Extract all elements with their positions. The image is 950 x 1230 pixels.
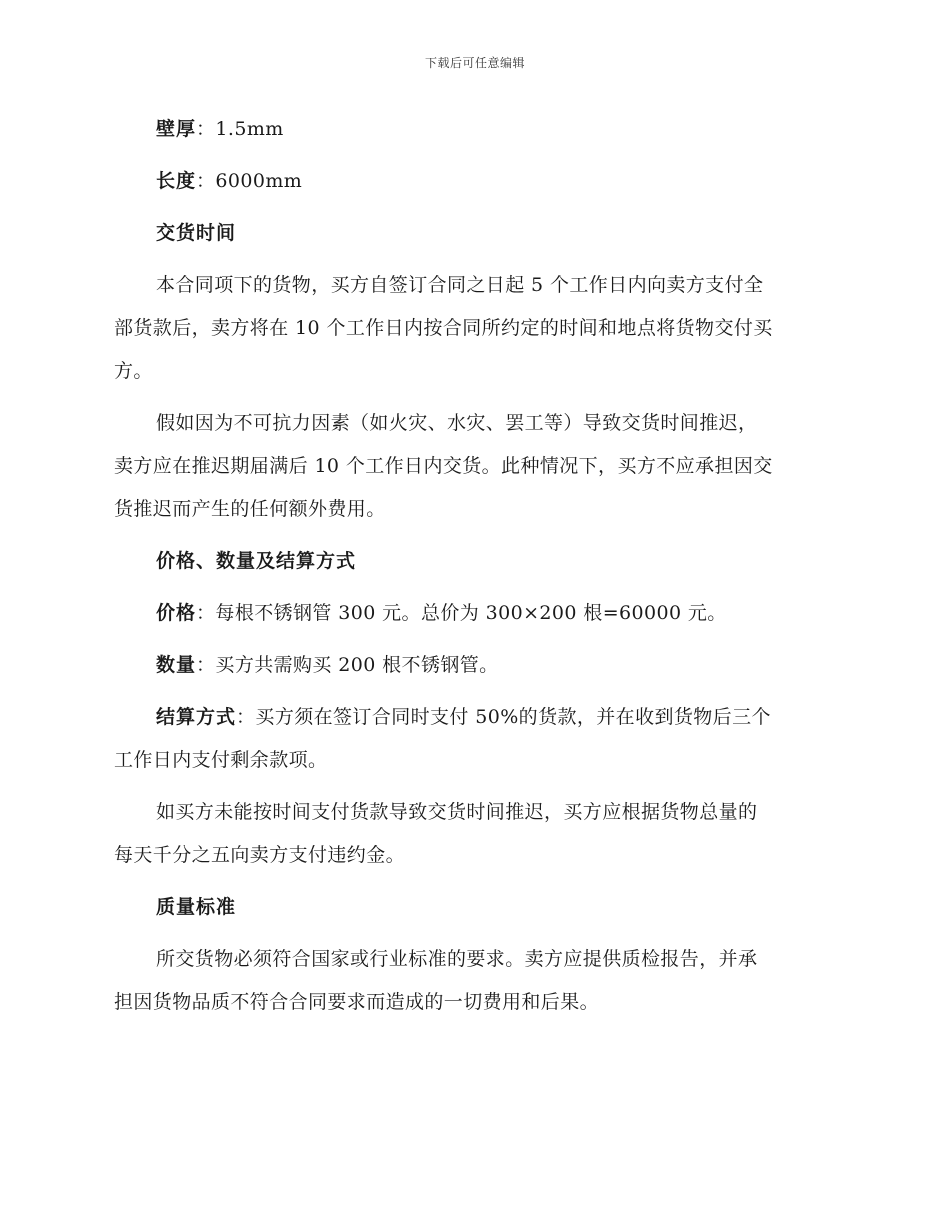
paragraph-line: 担因货物品质不符合合同要求而造成的一切费用和后果。 bbox=[114, 991, 600, 1013]
paragraph-force-majeure bbox=[114, 402, 836, 531]
spec-value: ：1.5mm bbox=[196, 118, 284, 140]
spec-value: ：6000mm bbox=[196, 170, 303, 192]
field-label: 价格 bbox=[156, 602, 197, 624]
paragraph-line bbox=[114, 696, 836, 739]
section-heading-quality: 质量标准 bbox=[156, 896, 237, 918]
section-heading-delivery: 交货时间 bbox=[156, 222, 237, 244]
paragraph-line: 假如因为不可抗力因素（如火灾、水灾、罢工等）导致交货时间推迟， bbox=[156, 412, 758, 434]
paragraph-penalty bbox=[114, 791, 836, 877]
paragraph-line: 每天千分之五向卖方支付违约金。 bbox=[114, 844, 406, 866]
paragraph-line: 方。 bbox=[114, 360, 153, 382]
paragraph-quality bbox=[114, 938, 836, 1024]
field-value: ：买方须在签订合同时支付 50%的货款，并在收到货物后三个 bbox=[236, 706, 771, 728]
price-line bbox=[114, 592, 836, 635]
page-header: 下载后可任意编辑 bbox=[424, 56, 525, 70]
paragraph-line: 工作日内支付剩余款项。 bbox=[114, 749, 328, 771]
paragraph-line: 所交货物必须符合国家或行业标准的要求。卖方应提供质检报告，并承 bbox=[156, 948, 758, 970]
field-value: ：买方共需购买 200 根不锈钢管。 bbox=[196, 654, 499, 676]
paragraph-line: 卖方应在推迟期届满后 10 个工作日内交货。此种情况下，买方不应承担因交 bbox=[114, 455, 773, 477]
field-label: 结算方式 bbox=[156, 706, 237, 728]
spec-length bbox=[114, 160, 836, 203]
paragraph-line: 本合同项下的货物，买方自签订合同之日起 5 个工作日内向卖方支付全 bbox=[156, 274, 764, 296]
paragraph-settlement bbox=[114, 696, 836, 782]
paragraph-line: 货推迟而产生的任何额外费用。 bbox=[114, 498, 386, 520]
paragraph-line: 部货款后，卖方将在 10 个工作日内按合同所约定的时间和地点将货物交付买 bbox=[114, 317, 773, 339]
paragraph-delivery-terms bbox=[114, 264, 836, 393]
spec-label: 壁厚 bbox=[156, 118, 197, 140]
paragraph-line: 如买方未能按时间支付货款导致交货时间推迟，买方应根据货物总量的 bbox=[156, 801, 758, 823]
field-label: 数量 bbox=[156, 654, 197, 676]
spec-label: 长度 bbox=[156, 170, 197, 192]
field-value: ：每根不锈钢管 300 元。总价为 300×200 根=60000 元。 bbox=[196, 602, 727, 624]
document-body bbox=[114, 108, 836, 1024]
spec-wall-thickness bbox=[114, 108, 836, 151]
quantity-line bbox=[114, 644, 836, 687]
section-heading-price: 价格、数量及结算方式 bbox=[156, 550, 357, 572]
